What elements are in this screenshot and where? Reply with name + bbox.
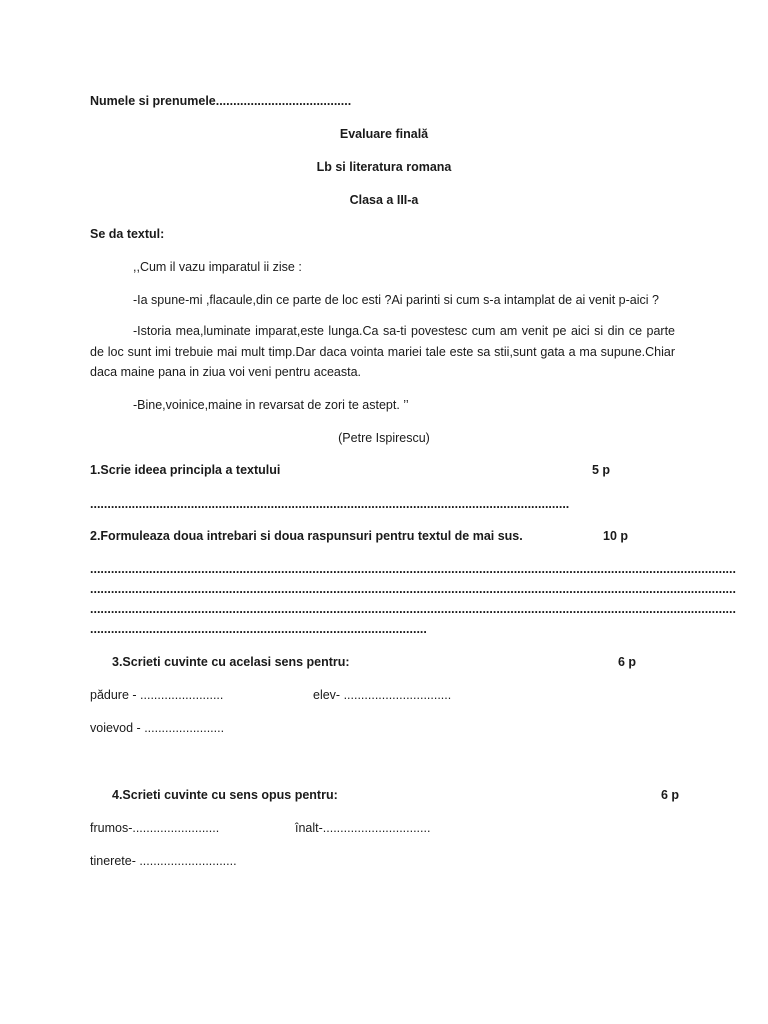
question-1-answer-line[interactable]: .......................................................................................................................................... bbox=[90, 497, 570, 511]
question-2-answer-line-3[interactable]: .......................................................................................................................................................................................... bbox=[90, 602, 736, 616]
text-line-2: -Ia spune-mi ,flacaule,din ce parte de loc esti ?Ai parinti si cum s-a intamplat de ai venit p-aici ? bbox=[133, 293, 659, 307]
name-line: Numele si prenumele....................................... bbox=[90, 94, 352, 108]
question-3-word-3[interactable]: voievod - ....................... bbox=[90, 721, 225, 735]
question-4-word-2[interactable]: înalt-............................... bbox=[295, 821, 431, 835]
question-3-points: 6 p bbox=[618, 655, 637, 669]
text-paragraph-3 bbox=[90, 321, 675, 383]
intro-label: Se da textul: bbox=[90, 227, 165, 241]
question-2-answer-line-1[interactable]: .......................................................................................................................................................................................... bbox=[90, 562, 736, 576]
question-4-label: 4.Scrieti cuvinte cu sens opus pentru: bbox=[112, 788, 338, 802]
question-3-label: 3.Scrieti cuvinte cu acelasi sens pentru: bbox=[112, 655, 350, 669]
question-2-label: 2.Formuleaza doua intrebari si doua raspunsuri pentru textul de mai sus. bbox=[90, 529, 523, 543]
text-author: (Petre Ispirescu) bbox=[338, 431, 430, 445]
question-3-word-1[interactable]: pădure - ........................ bbox=[90, 688, 224, 702]
text-line-3: -Istoria mea,luminate imparat,este lunga.Ca sa-ti povestesc cum am venit pe aici si din ce parte de loc sunt imi trebuie mai mult timp.Dar daca vointa mariei tale este sa stii,sunt gata a ma supune.Chiar daca maine pana in ziua voi veni pentru aceasta. bbox=[90, 324, 675, 379]
question-2-answer-line-2[interactable]: .......................................................................................................................................................................................... bbox=[90, 582, 736, 596]
question-4-word-3[interactable]: tinerete- ............................ bbox=[90, 854, 237, 868]
subject-title: Lb si literatura romana bbox=[316, 160, 452, 174]
text-line-1: ,,Cum il vazu imparatul ii zise : bbox=[133, 260, 302, 274]
question-3-word-2[interactable]: elev- ............................... bbox=[313, 688, 452, 702]
question-1-points: 5 p bbox=[592, 463, 611, 477]
class-title: Clasa a III-a bbox=[349, 193, 419, 207]
page-title: Evaluare finală bbox=[339, 127, 429, 141]
question-4-word-1[interactable]: frumos-......................... bbox=[90, 821, 220, 835]
question-4-points: 6 p bbox=[661, 788, 680, 802]
question-1-label: 1.Scrie ideea principla a textului bbox=[90, 463, 281, 477]
question-2-points: 10 p bbox=[603, 529, 629, 543]
question-2-answer-line-4[interactable]: ................................................................................................. bbox=[90, 622, 427, 636]
text-line-4: -Bine,voinice,maine in revarsat de zori te astept. ’’ bbox=[133, 398, 409, 412]
